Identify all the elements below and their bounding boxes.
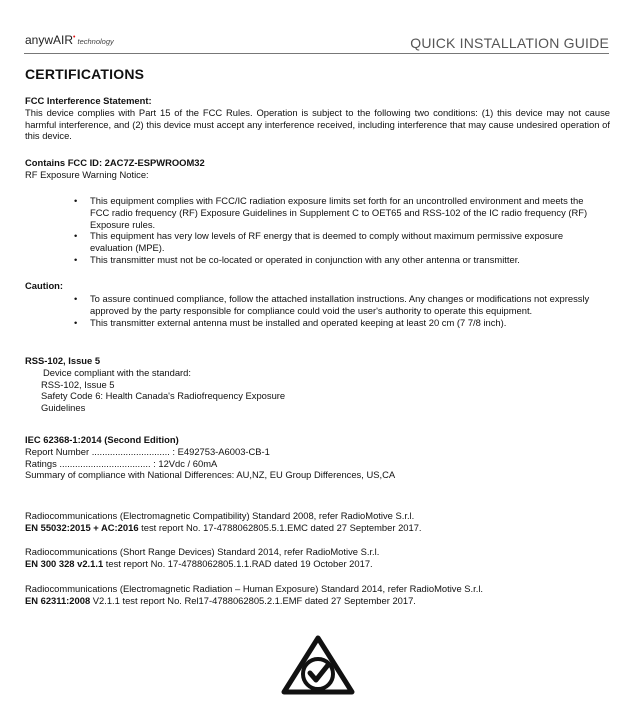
radiocomm-srd-line: Radiocommunications (Short Range Devices) Standard 2014, refer RadioMotive S.r.l. [25, 546, 380, 557]
radiocomm-emf-standard: EN 62311:2008 [25, 594, 91, 606]
list-item: • This transmitter must not be co-located or operated in conjunction with any other antenna or transmitter. [90, 254, 590, 266]
iec-report-number: Report Number .............................. : E492753-A6003-CB-1 [25, 445, 270, 457]
rf-exposure-notice: RF Exposure Warning Notice: [25, 168, 149, 180]
fcc-id-heading: Contains FCC ID: 2AC7Z-ESPWROOM32 [25, 157, 205, 168]
radiocomm-srd-report: test report No. 17-4788062805.1.1.RAD dated 19 October 2017. [103, 557, 373, 569]
rss-line-3: Safety Code 6: Health Canada's Radiofrequency Exposure [41, 390, 286, 402]
iec-heading: IEC 62368-1:2014 (Second Edition) [25, 434, 179, 445]
logo-brand: anywAIR [25, 33, 74, 47]
fcc-interference-heading: FCC Interference Statement: [25, 95, 152, 106]
brand-logo [25, 33, 114, 47]
radiocomm-emf-line: Radiocommunications (Electromagnetic Radiation – Human Exposure) Standard 2014, refer RadioMotive S.r.l. [25, 583, 484, 594]
caution-heading: Caution: [25, 280, 64, 291]
rss-line-4: Guidelines [41, 402, 86, 414]
iec-summary: Summary of compliance with National Differences: AU,NZ, EU Group Differences, US,CA [25, 469, 396, 481]
radiocomm-emc-line: Radiocommunications (Electromagnetic Compatibility) Standard 2008, refer RadioMotive S.r.l. [25, 510, 415, 521]
header-divider [24, 53, 609, 54]
radiocomm-emc [25, 510, 615, 534]
rss-heading: RSS-102, Issue 5 [25, 355, 101, 366]
list-item: • To assure continued compliance, follow the attached installation instructions. Any changes or modifications not expressly approved by the party responsible for compliance could void the user's authority to operate this equipment. [90, 293, 590, 317]
fcc-interference-text: This device complies with Part 15 of the FCC Rules. Operation is subject to the following two conditions: (1) this device may not cause harmful interference, and (2) this device must accept any interference received, including interference that may cause undesired operation of this device. [25, 106, 610, 142]
rss-section [25, 355, 425, 414]
logo-suffix: technology [77, 37, 114, 46]
iec-ratings: Ratings ................................... : 12Vdc / 60mA [25, 457, 218, 469]
radiocomm-srd-standard: EN 300 328 v2.1.1 [25, 557, 104, 569]
list-item: • This transmitter external antenna must be installed and operated keeping at least 20 cm (7 7/8 inch). [90, 317, 590, 329]
rss-line-1: Device compliant with the standard: [43, 366, 191, 378]
caution-bullets [90, 293, 590, 328]
rcm-compliance-mark-icon [278, 632, 358, 698]
guide-title: QUICK INSTALLATION GUIDE [410, 35, 609, 51]
radiocomm-srd [25, 546, 615, 570]
iec-section [25, 434, 610, 481]
radiocomm-emf-report: V2.1.1 test report No. Rel17-4788062805.2.1.EMF dated 27 September 2017. [90, 594, 416, 606]
rss-line-2: RSS-102, Issue 5 [41, 378, 115, 390]
page-title: CERTIFICATIONS [25, 66, 145, 82]
radiocomm-emc-report: test report No. 17-4788062805.5.1.EMC dated 27 September 2017. [138, 521, 422, 533]
fcc-interference-section [25, 95, 610, 142]
fcc-id-section [25, 157, 610, 181]
radiocomm-emc-standard: EN 55032:2015 + AC:2016 [25, 521, 139, 533]
logo-dot-icon: • [73, 34, 76, 41]
list-item: • This equipment has very low levels of RF energy that is deemed to comply without maximum permissive exposure evaluation (MPE). [90, 230, 590, 254]
radiocomm-emf [25, 583, 615, 607]
list-item: • This equipment complies with FCC/IC radiation exposure limits set forth for an uncontrolled environment and meets the FCC radio frequency (RF) Exposure Guidelines in Supplement C to OET65 and RSS-102 of the IC radio frequency (RF) Exposure rules. [90, 195, 590, 230]
rf-exposure-bullets [90, 195, 590, 266]
